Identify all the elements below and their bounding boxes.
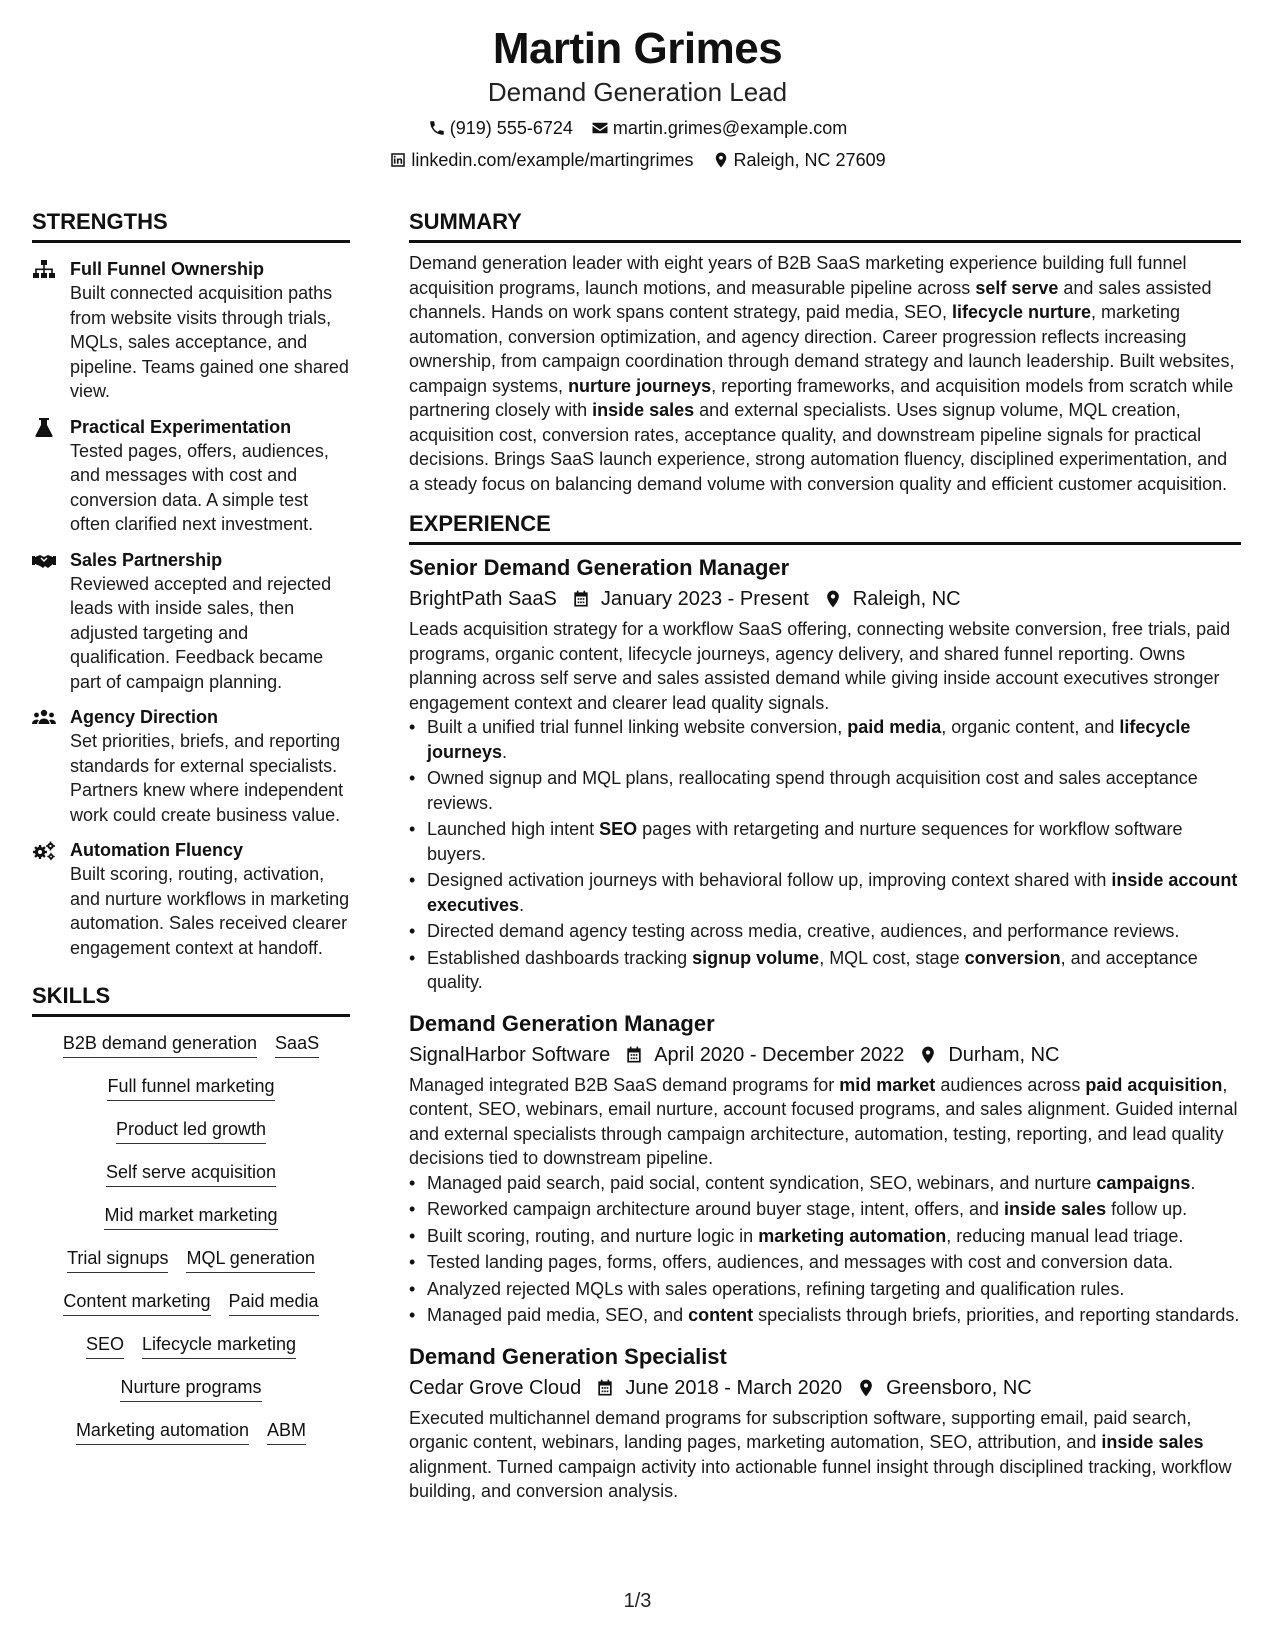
skill-row <box>104 1203 277 1230</box>
job-desc-text: alignment. Turned campaign activity into actionable funnel insight through disciplined tracking, workflow building, and conversion analysis. <box>409 1456 1232 1501</box>
strength-title: Practical Experimentation <box>70 416 292 437</box>
job-company: Cedar Grove Cloud <box>409 1376 582 1399</box>
job-dates-text: April 2020 - December 2022 <box>654 1043 905 1066</box>
job-bullet <box>409 919 1241 944</box>
summary-text: and sales assisted channels. Hands on work spans content strategy, paid media, SEO, <box>409 277 1212 322</box>
job-meta <box>409 585 1241 613</box>
skill-tag: Lifecycle marketing <box>142 1332 296 1359</box>
bullet-text: , and acceptance quality. <box>427 947 1198 992</box>
skill-tag: ABM <box>267 1418 306 1445</box>
bullet-text: Owned signup and MQL plans, reallocating spend through acquisition cost and sales acceptance reviews. <box>427 768 1198 813</box>
map-pin-icon <box>712 151 730 169</box>
bullet-bold: inside sales <box>1004 1199 1107 1219</box>
strength-desc: Built connected acquisition paths from website visits through trials, MQLs, sales acceptance, and pipeline. Teams gained one shared view. <box>70 283 349 401</box>
bullet-bold: signup volume <box>692 947 820 968</box>
summary-text: , reporting frameworks, and acquisition models from scratch while partnering closely with <box>409 375 1234 420</box>
summary-text <box>409 251 1241 496</box>
left-column <box>32 208 350 1461</box>
flask-icon <box>32 418 56 438</box>
strength-desc: Built scoring, routing, activation, and nurture workflows in marketing automation. Sales received clearer engagement context at handoff. <box>70 864 350 958</box>
job-location <box>823 585 961 613</box>
map-pin-icon <box>918 1045 938 1065</box>
job-bullet <box>409 1277 1241 1302</box>
bullet-text: . <box>519 894 525 915</box>
email-contact[interactable] <box>591 116 847 140</box>
bullet-text: specialists through briefs, priorities, and reporting standards. <box>753 1305 1240 1325</box>
skill-row <box>67 1246 315 1273</box>
job-desc-bold: inside sales <box>1101 1432 1204 1452</box>
job-description <box>409 1073 1241 1171</box>
bullet-text: pages with retargeting and nurture sequences for workflow software buyers. <box>427 819 1183 864</box>
skill-row <box>116 1117 266 1144</box>
skill-tag: B2B demand generation <box>63 1031 257 1058</box>
job-description <box>409 1406 1241 1504</box>
job-bullet <box>409 766 1241 815</box>
map-pin-icon <box>823 589 843 609</box>
location-contact <box>712 148 886 172</box>
skill-tag: Self serve acquisition <box>106 1160 276 1187</box>
skill-row <box>63 1031 319 1058</box>
strength-desc: Reviewed accepted and rejected leads with inside sales, then adjusted targeting and qualification. Feedback became part of campaign planning. <box>70 573 332 692</box>
right-column <box>409 208 1241 1504</box>
linkedin-icon <box>389 151 407 169</box>
job-bullets <box>409 1171 1241 1328</box>
bullet-text: Managed paid media, SEO, and <box>427 1305 689 1325</box>
job-entry <box>409 1342 1241 1504</box>
bullet-text: . <box>1190 1172 1196 1193</box>
job-desc-text: , content, SEO, webinars, email nurture, account focused programs, and sales alignment. Guided internal and external specialists through campaign architecture, automation, testing, reporting, and lead quality decisions tied to downstream pipeline. <box>409 1074 1238 1168</box>
resume-header <box>0 22 1275 172</box>
job-bullet <box>409 868 1241 917</box>
handshake-icon <box>32 551 56 571</box>
bullet-text: Directed demand agency testing across media, creative, audiences, and performance reviews. <box>427 921 1180 941</box>
bullet-text: Tested landing pages, forms, offers, audiences, and messages with cost and conversion data. <box>427 1252 1174 1272</box>
summary-bold: self serve <box>975 277 1059 298</box>
skill-tag: Content marketing <box>63 1289 210 1316</box>
users-icon <box>32 708 56 728</box>
phone-text: (919) 555-6724 <box>449 118 573 138</box>
bullet-bold: conversion <box>964 947 1061 968</box>
job-bullets <box>409 715 1241 995</box>
job-bullet <box>409 1224 1241 1249</box>
experience-list <box>409 553 1241 1504</box>
bullet-text: Built a unified trial funnel linking website conversion, <box>427 717 848 737</box>
summary-heading: SUMMARY <box>409 208 1241 243</box>
strengths-heading: STRENGTHS <box>32 208 350 243</box>
job-desc-text: Leads acquisition strategy for a workflow SaaS offering, connecting website conversion, free trials, paid programs, organic content, lifecycle journeys, agency delivery, and shared funnel reporting. Owns planning across self serve and sales assisted demand while giving inside account executives stronger engagement context and clearer lead quality signals. <box>409 619 1231 713</box>
bullet-bold: SEO <box>599 819 638 839</box>
strength-item <box>32 548 350 695</box>
contact-row-2 <box>0 148 1275 172</box>
job-bullet <box>409 1250 1241 1275</box>
job-location-text: Durham, NC <box>948 1043 1060 1066</box>
bullet-text: Launched high intent <box>427 819 600 839</box>
job-location <box>918 1041 1059 1069</box>
bullet-text: Built scoring, routing, and nurture logic in <box>427 1225 759 1246</box>
calendar-icon <box>624 1045 644 1065</box>
skill-row <box>76 1418 306 1445</box>
skill-tag: Marketing automation <box>76 1418 249 1445</box>
phone-contact <box>428 116 573 140</box>
strength-title: Automation Fluency <box>70 840 244 860</box>
candidate-name: Martin Grimes <box>492 24 783 73</box>
summary-text: Demand generation leader with eight years of B2B SaaS marketing experience building full funnel acquisition programs, launch motions, and measurable pipeline across <box>409 253 1187 298</box>
job-company: BrightPath SaaS <box>409 588 557 610</box>
bullet-text: Analyzed rejected MQLs with sales operations, refining targeting and qualification rules. <box>427 1278 1125 1299</box>
strength-title: Full Funnel Ownership <box>70 259 265 279</box>
strength-desc: Tested pages, offers, audiences, and messages with cost and conversion data. A simple test often clarified next investment. <box>70 440 329 534</box>
calendar-icon <box>595 1378 615 1398</box>
candidate-title: Demand Generation Lead <box>487 77 788 107</box>
sitemap-icon <box>32 260 56 280</box>
job-dates <box>624 1041 904 1069</box>
job-bullet <box>409 946 1241 995</box>
location-text: Raleigh, NC 27609 <box>733 150 886 170</box>
calendar-icon <box>571 589 591 609</box>
job-entry <box>409 1009 1241 1328</box>
skill-tag: Nurture programs <box>120 1375 261 1402</box>
strength-title: Agency Direction <box>70 707 219 727</box>
bullet-text: , reducing manual lead triage. <box>946 1225 1184 1246</box>
summary-bold: nurture journeys <box>568 375 712 396</box>
bullet-bold: marketing automation <box>758 1225 947 1246</box>
job-meta <box>409 1041 1241 1069</box>
bullet-text: , MQL cost, stage <box>819 947 965 968</box>
job-desc-bold: mid market <box>839 1074 936 1095</box>
job-dates-text: June 2018 - March 2020 <box>625 1376 843 1399</box>
strength-item <box>32 415 350 537</box>
bullet-text: . <box>502 741 508 762</box>
linkedin-contact[interactable] <box>389 148 693 172</box>
job-location <box>856 1374 1032 1402</box>
skill-tag: Trial signups <box>67 1246 168 1273</box>
map-pin-icon <box>856 1378 876 1398</box>
job-dates <box>595 1374 842 1402</box>
bullet-text: Reworked campaign architecture around buyer stage, intent, offers, and <box>427 1199 1005 1219</box>
bullet-bold: lifecycle journeys <box>427 717 1191 762</box>
skill-row <box>106 1160 276 1187</box>
job-desc-text: Managed integrated B2B SaaS demand programs for <box>409 1074 840 1095</box>
bullet-text: Designed activation journeys with behavioral follow up, improving context shared with <box>427 870 1112 890</box>
bullet-bold: campaigns <box>1096 1172 1191 1193</box>
summary-text: and external specialists. Uses signup volume, MQL creation, acquisition cost, conversion rates, acceptance quality, and downstream pipeline signals for practical decisions. Brings SaaS launch experience, strong automation fluency, disciplined experimentation, and a steady focus on balancing demand volume with conversion quality and efficient customer acquisition. <box>409 400 1228 494</box>
bullet-text: Established dashboards tracking <box>427 947 693 968</box>
job-bullet <box>409 1171 1241 1196</box>
skill-row <box>63 1289 318 1316</box>
experience-heading: EXPERIENCE <box>409 510 1241 545</box>
linkedin-text[interactable]: linkedin.com/example/martingrimes <box>411 150 694 170</box>
job-title: Demand Generation Manager <box>409 1010 715 1036</box>
skills-heading: SKILLS <box>32 982 350 1017</box>
bullet-text: Managed paid search, paid social, content syndication, SEO, webinars, and nurture <box>427 1172 1097 1193</box>
email-text[interactable]: martin.grimes@example.com <box>612 118 848 138</box>
skill-tag: SaaS <box>275 1031 319 1058</box>
skill-row <box>86 1332 296 1359</box>
strength-item <box>32 705 350 827</box>
job-location-text: Raleigh, NC <box>852 588 961 610</box>
job-location-text: Greensboro, NC <box>886 1376 1032 1399</box>
summary-text: , marketing automation, conversion optimization, and agency direction. Career progression reflects increasing ownership, from campaign coordination through demand strategy and launch leadership. Built websites, campaign systems, <box>409 302 1235 396</box>
skill-tag: MQL generation <box>186 1246 314 1273</box>
skill-tag: SEO <box>86 1332 124 1359</box>
job-desc-text: Executed multichannel demand programs for subscription software, supporting email, paid search, organic content, webinars, landing pages, marketing automation, SEO, attribution, and <box>409 1407 1192 1452</box>
job-entry <box>409 553 1241 995</box>
job-bullet <box>409 1197 1241 1222</box>
skill-row <box>120 1375 261 1402</box>
job-desc-text: audiences across <box>935 1074 1086 1095</box>
skill-tag: Full funnel marketing <box>107 1074 274 1101</box>
skills-list <box>32 1031 350 1461</box>
job-meta <box>409 1374 1241 1402</box>
page-number: 1/3 <box>623 1590 652 1612</box>
skill-row <box>107 1074 274 1101</box>
job-bullet <box>409 817 1241 866</box>
strengths-list <box>32 257 350 960</box>
job-company: SignalHarbor Software <box>409 1043 611 1066</box>
strength-item <box>32 838 350 960</box>
envelope-icon <box>591 119 609 137</box>
cogs-icon <box>32 841 56 861</box>
phone-icon <box>428 119 446 137</box>
job-title: Demand Generation Specialist <box>409 1343 727 1369</box>
bullet-bold: content <box>688 1305 754 1325</box>
job-dates <box>571 585 809 613</box>
bullet-bold: paid media <box>847 717 942 737</box>
job-bullet <box>409 1303 1241 1328</box>
strength-title: Sales Partnership <box>70 549 223 570</box>
strength-desc: Set priorities, briefs, and reporting standards for external specialists. Partners knew where independent work could create business value. <box>70 731 344 825</box>
contact-row-1 <box>0 116 1275 140</box>
job-description <box>409 617 1241 715</box>
bullet-bold: inside account executives <box>427 870 1238 915</box>
strength-item <box>32 257 350 404</box>
skill-tag: Paid media <box>229 1289 319 1316</box>
job-dates-text: January 2023 - Present <box>600 588 809 610</box>
summary-bold: lifecycle nurture <box>951 302 1092 322</box>
bullet-text: , organic content, and <box>941 717 1120 737</box>
skill-tag: Product led growth <box>116 1117 266 1144</box>
job-bullet <box>409 715 1241 764</box>
skill-tag: Mid market marketing <box>104 1203 277 1230</box>
summary-bold: inside sales <box>592 400 695 420</box>
job-title: Senior Demand Generation Manager <box>409 555 790 580</box>
bullet-text: follow up. <box>1106 1199 1188 1219</box>
job-desc-bold: paid acquisition <box>1085 1074 1223 1095</box>
